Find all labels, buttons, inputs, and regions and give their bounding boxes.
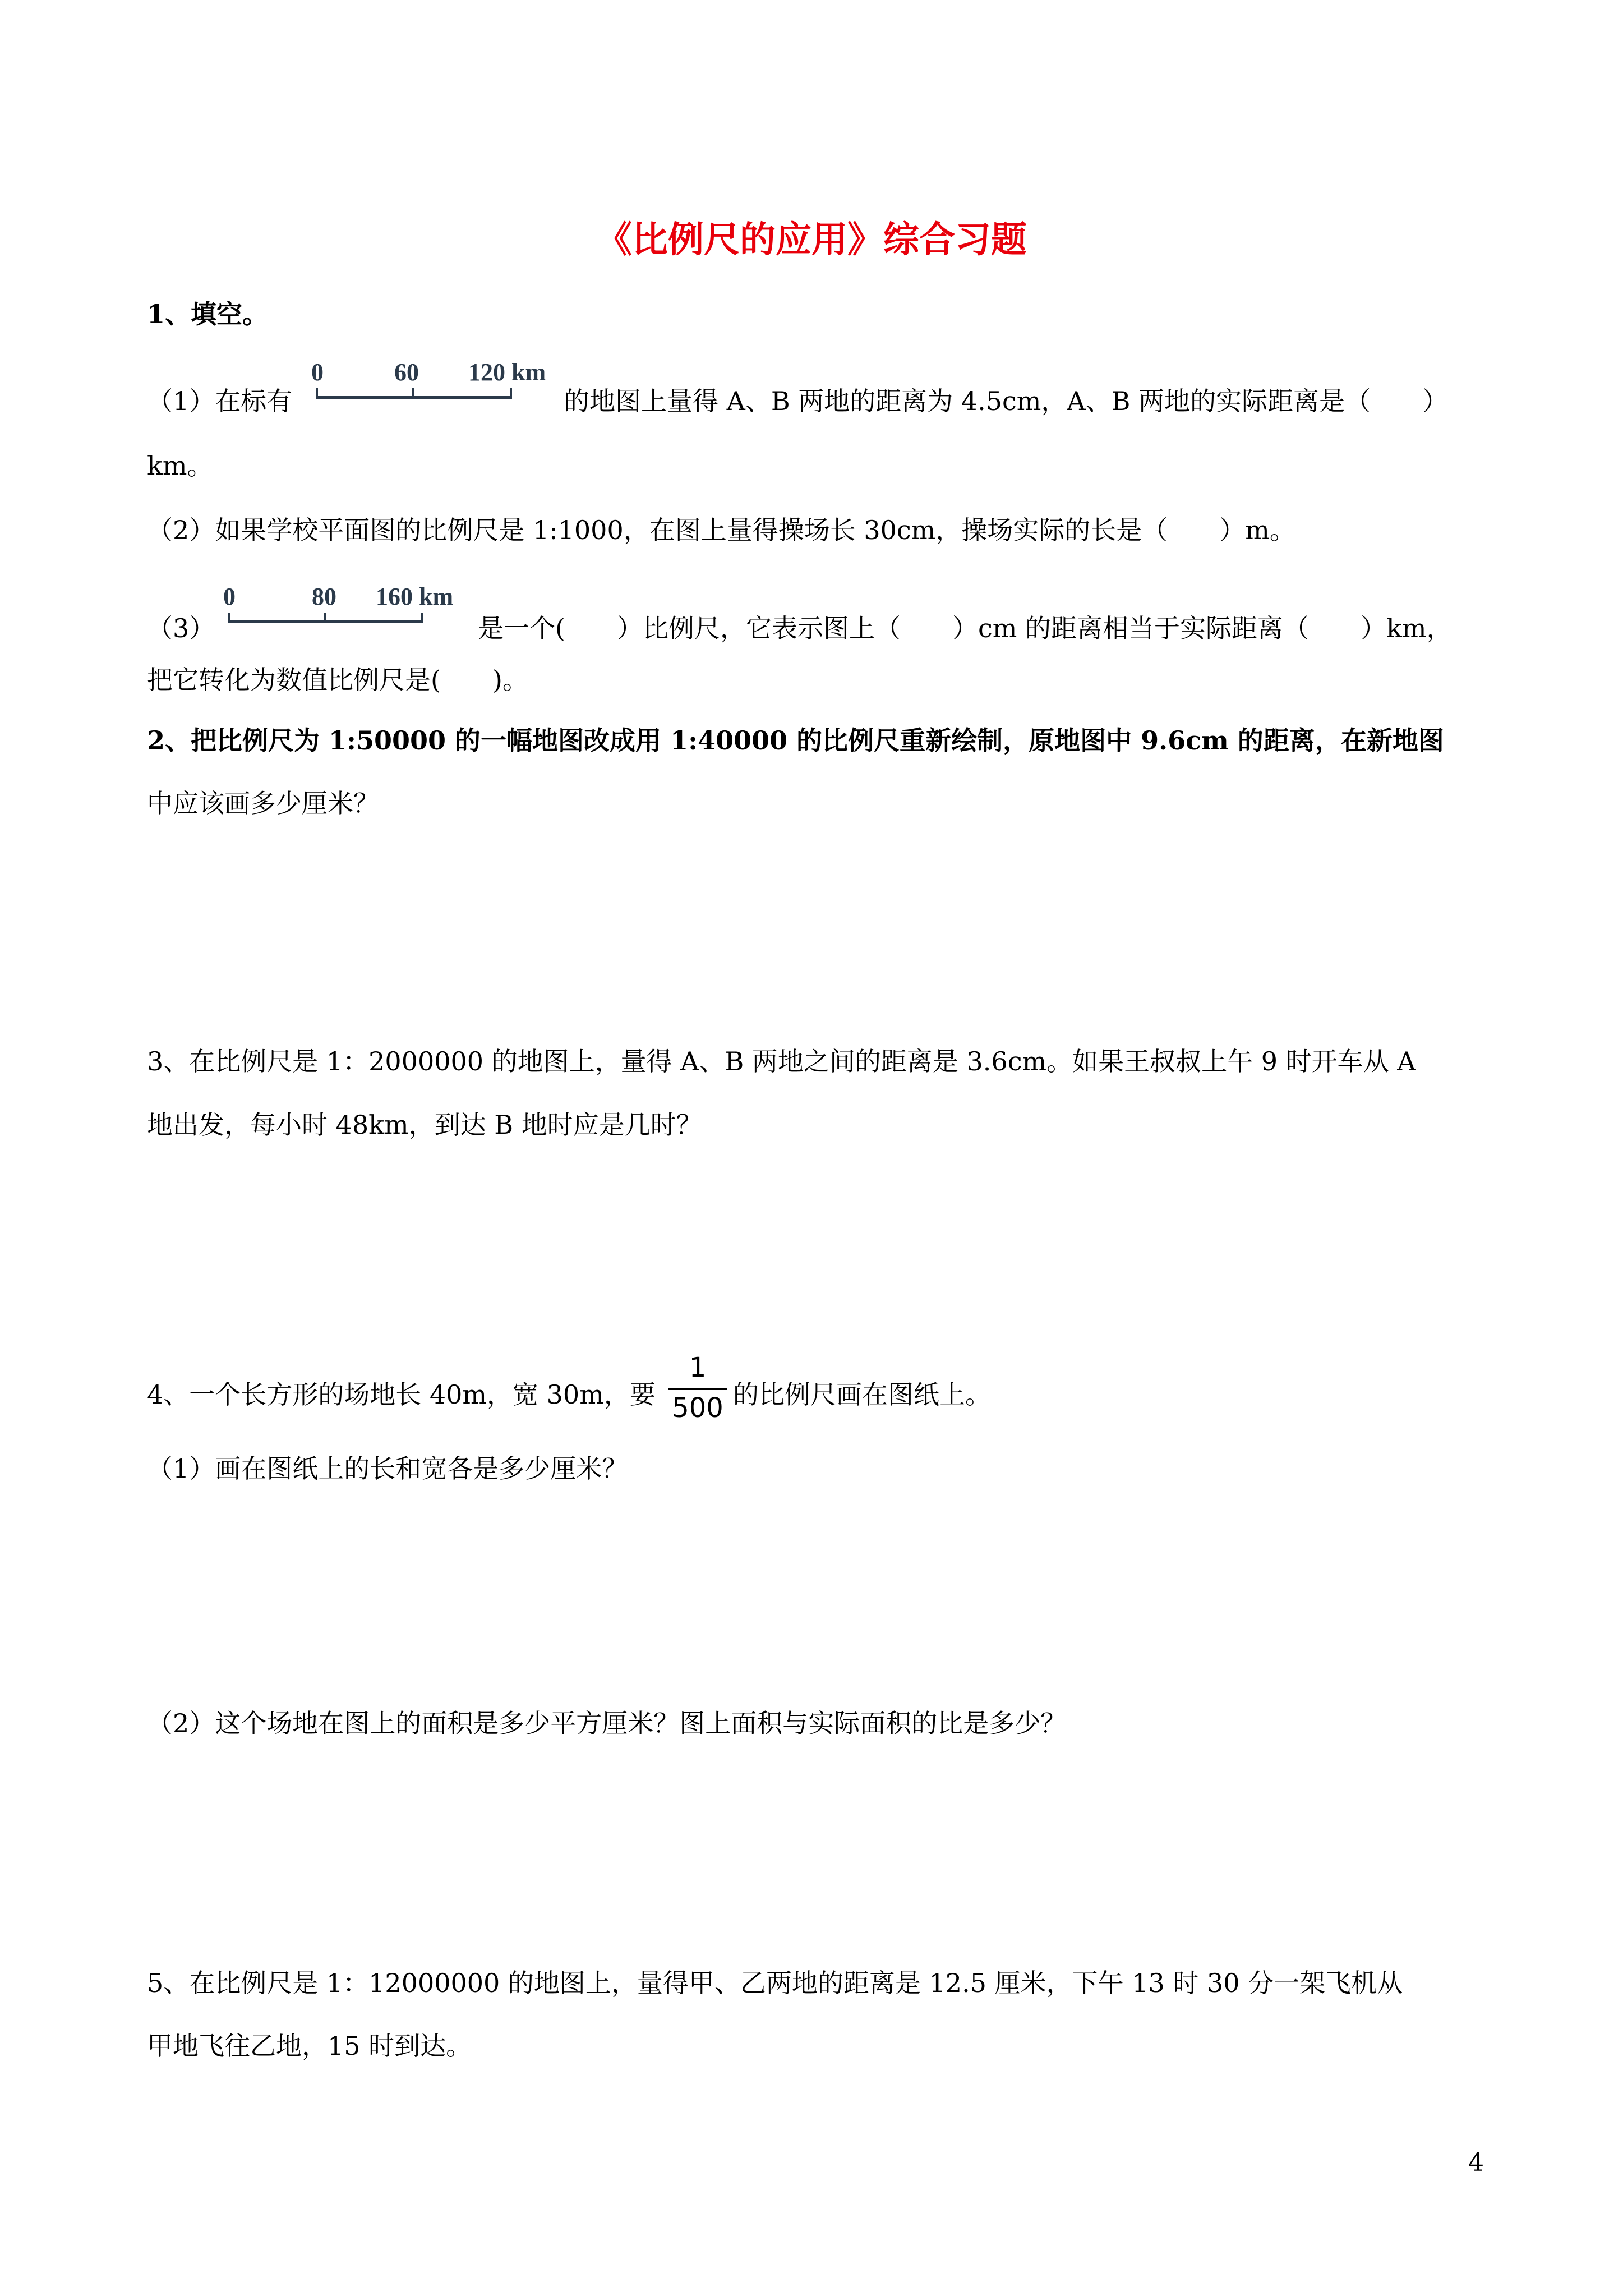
q1-p1-text-c: km。 xyxy=(147,450,213,481)
scale-tick xyxy=(324,613,326,623)
q1-p1-text-b: 的地图上量得 A、B 两地的距离为 4.5cm，A、B 两地的实际距离是（ ） xyxy=(564,386,1449,416)
q2-line-2: 中应该画多少厘米？ xyxy=(147,788,379,818)
q1-p3-text-a: （3） xyxy=(147,613,215,643)
q5-line-2: 甲地飞往乙地，15 时到达。 xyxy=(147,2031,472,2061)
q4-sub-1: （1）画在图纸上的长和宽各是多少厘米？ xyxy=(147,1453,628,1484)
scale-tick xyxy=(510,388,512,398)
page-number: 4 xyxy=(1468,2148,1484,2177)
fraction-bar xyxy=(668,1388,727,1390)
scale-label-0: 0 xyxy=(311,358,324,386)
q1-p1-text-a: （1）在标有 xyxy=(147,386,293,416)
q1-p3-text-c: 把它转化为数值比例尺是( )。 xyxy=(147,665,528,695)
q3-line-2: 地出发，每小时 48km，到达 B 地时应是几时？ xyxy=(147,1110,702,1140)
q4-line-1-b: 的比例尺画在图纸上。 xyxy=(733,1379,991,1410)
fraction-numerator: 1 xyxy=(689,1352,707,1383)
scale-tick xyxy=(412,388,414,398)
scale-label-160km: 160 km xyxy=(376,583,454,610)
q3-line-1-text: 3、在比例尺是 1：2000000 的地图上，量得 A、B 两地之间的距离是 3.6cm。如果王叔叔上午 9 时开车从 A xyxy=(147,1046,1416,1076)
q1-heading: 1、填空。 xyxy=(147,299,269,329)
scale-label-120km: 120 km xyxy=(468,358,546,386)
q4-line-1-a: 4、一个长方形的场地长 40m，宽 30m，要 xyxy=(147,1379,656,1410)
scale-label-80: 80 xyxy=(312,583,336,610)
scale-bar-80km xyxy=(223,583,476,628)
q4-sub-2: （2）这个场地在图上的面积是多少平方厘米？图上面积与实际面积的比是多少？ xyxy=(147,1708,1067,1738)
fraction-denominator: 500 xyxy=(672,1392,723,1424)
q2-line-1 xyxy=(147,724,1444,757)
scale-tick xyxy=(316,388,318,398)
scale-tick xyxy=(421,613,423,623)
scale-tick xyxy=(228,613,230,623)
q5-line-1: 5、在比例尺是 1：12000000 的地图上，量得甲、乙两地的距离是 12.5 厘米，下午 13 时 30 分一架飞机从 xyxy=(147,1968,1403,1998)
q2-line-1-text: 2、把比例尺为 1:50000 的一幅地图改成用 1:40000 的比例尺重新绘制，原地图中 9.6cm 的距离，在新地图 xyxy=(147,725,1444,756)
scale-label-60: 60 xyxy=(394,358,419,386)
scale-bar-60km xyxy=(311,359,558,404)
q3-line-1 xyxy=(147,1045,1415,1078)
scale-label-0: 0 xyxy=(223,583,236,610)
q1-p3-text-b: 是一个( ）比例尺，它表示图上（ ）cm 的距离相当于实际距离（ ）km， xyxy=(478,613,1453,643)
page-title: 《比例尺的应用》综合习题 xyxy=(596,219,1027,261)
q1-p2-text: （2）如果学校平面图的比例尺是 1:1000，在图上量得操场长 30cm，操场实际的长是（ ）m。 xyxy=(147,515,1295,545)
fraction-1-500 xyxy=(665,1352,731,1430)
